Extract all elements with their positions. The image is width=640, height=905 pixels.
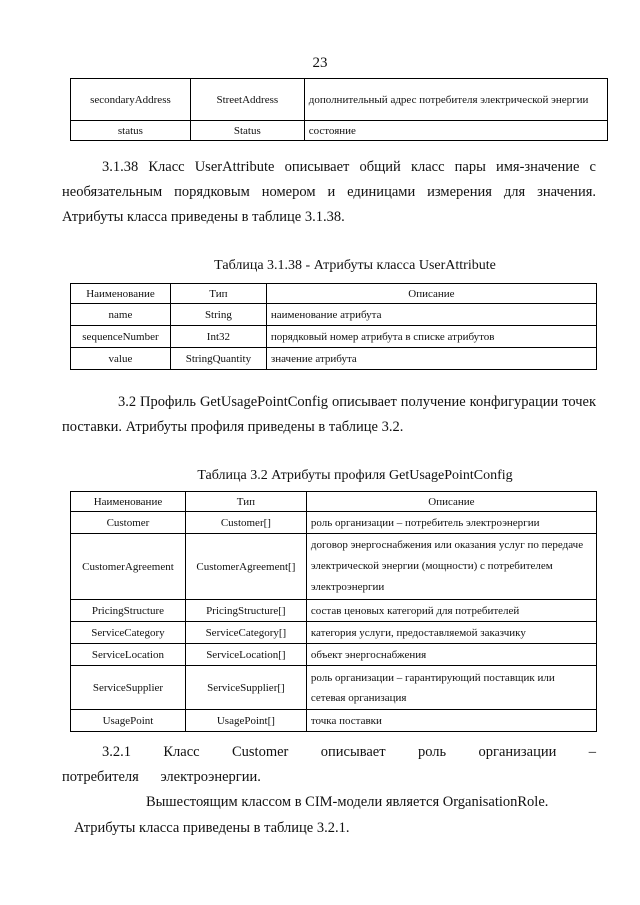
table-row [71,79,608,121]
table-row [71,512,597,534]
caption-table-3-2: Таблица 3.2 Атрибуты профиля GetUsagePointConfig [197,468,513,483]
column-header: Описание [306,492,596,512]
cell-type: UsagePoint[] [185,710,306,732]
table-row [71,622,597,644]
cell-type: Customer[] [185,512,306,534]
cell-name: ServiceCategory [71,622,186,644]
cell-description: наименование атрибута [266,304,596,326]
table-continuation [70,78,608,141]
cell-name: ServiceSupplier [71,666,186,710]
cell-description: дополнительный адрес потребителя электрической энергии [304,79,607,121]
cell-type: PricingStructure[] [185,600,306,622]
paragraph-3-2-1-superclass: Вышестоящим классом в CIM-модели является OrganisationRole. [146,794,549,810]
table-row [71,534,597,600]
cell-description: состав ценовых категорий для потребителей [306,600,596,622]
cell-name: PricingStructure [71,600,186,622]
column-header: Тип [185,492,306,512]
table-row [71,710,597,732]
table-header-row [71,284,597,304]
paragraph-3-2-1: 3.2.1 Класс Customer описывает роль организации – потребителя электроэнергии. [62,744,596,785]
cell-type: ServiceSupplier[] [185,666,306,710]
table-header-row [71,492,597,512]
cell-name: name [71,304,171,326]
cell-type: ServiceCategory[] [185,622,306,644]
cell-type: Int32 [170,326,266,348]
caption-table-3-1-38: Таблица 3.1.38 - Атрибуты класса UserAttribute [214,258,496,273]
paragraph-3-2-1-attributes: Атрибуты класса приведены в таблице 3.2.1. [74,820,350,836]
column-header: Описание [266,284,596,304]
table-3-1-38 [70,283,597,370]
table-row [71,326,597,348]
paragraph-3-1-38: 3.1.38 Класс UserAttribute описывает общий класс пары имя-значение с необязательным порядковым номером и единицами измерения для значения. Атрибуты класса приведены в таблице 3.1.38. [62,159,596,225]
cell-name: Customer [71,512,186,534]
cell-description: категория услуги, предоставляемой заказчику [306,622,596,644]
cell-description: значение атрибута [266,348,596,370]
cell-name: UsagePoint [71,710,186,732]
cell-description: порядковый номер атрибута в списке атрибутов [266,326,596,348]
table-3-2 [70,491,597,732]
cell-type: CustomerAgreement[] [185,534,306,600]
cell-name: CustomerAgreement [71,534,186,600]
cell-type: ServiceLocation[] [185,644,306,666]
cell-type: StringQuantity [170,348,266,370]
cell-type: StreetAddress [190,79,304,121]
cell-type: String [170,304,266,326]
cell-name: value [71,348,171,370]
cell-description: роль организации – потребитель электроэнергии [306,512,596,534]
cell-name: secondaryAddress [71,79,191,121]
cell-type: Status [190,121,304,141]
table-row [71,600,597,622]
column-header: Наименование [71,284,171,304]
table-row [71,666,597,710]
column-header: Наименование [71,492,186,512]
cell-name: sequenceNumber [71,326,171,348]
cell-description: договор энергоснабжения или оказания услуг по передаче электрической энергии (мощности) с потребителем электроэнергии [306,534,596,600]
page-number: 23 [312,55,328,71]
cell-description: состояние [304,121,607,141]
cell-description: роль организации – гарантирующий поставщик или сетевая организация [306,666,596,710]
table-row [71,644,597,666]
cell-name: ServiceLocation [71,644,186,666]
table-row [71,304,597,326]
column-header: Тип [170,284,266,304]
paragraph-3-2: 3.2 Профиль GetUsagePointConfig описывает получение конфигурации точек поставки. Атрибуты профиля приведены в таблице 3.2. [62,394,596,435]
cell-description: точка поставки [306,710,596,732]
cell-description: объект энергоснабжения [306,644,596,666]
table-row [71,348,597,370]
cell-name: status [71,121,191,141]
table-row [71,121,608,141]
